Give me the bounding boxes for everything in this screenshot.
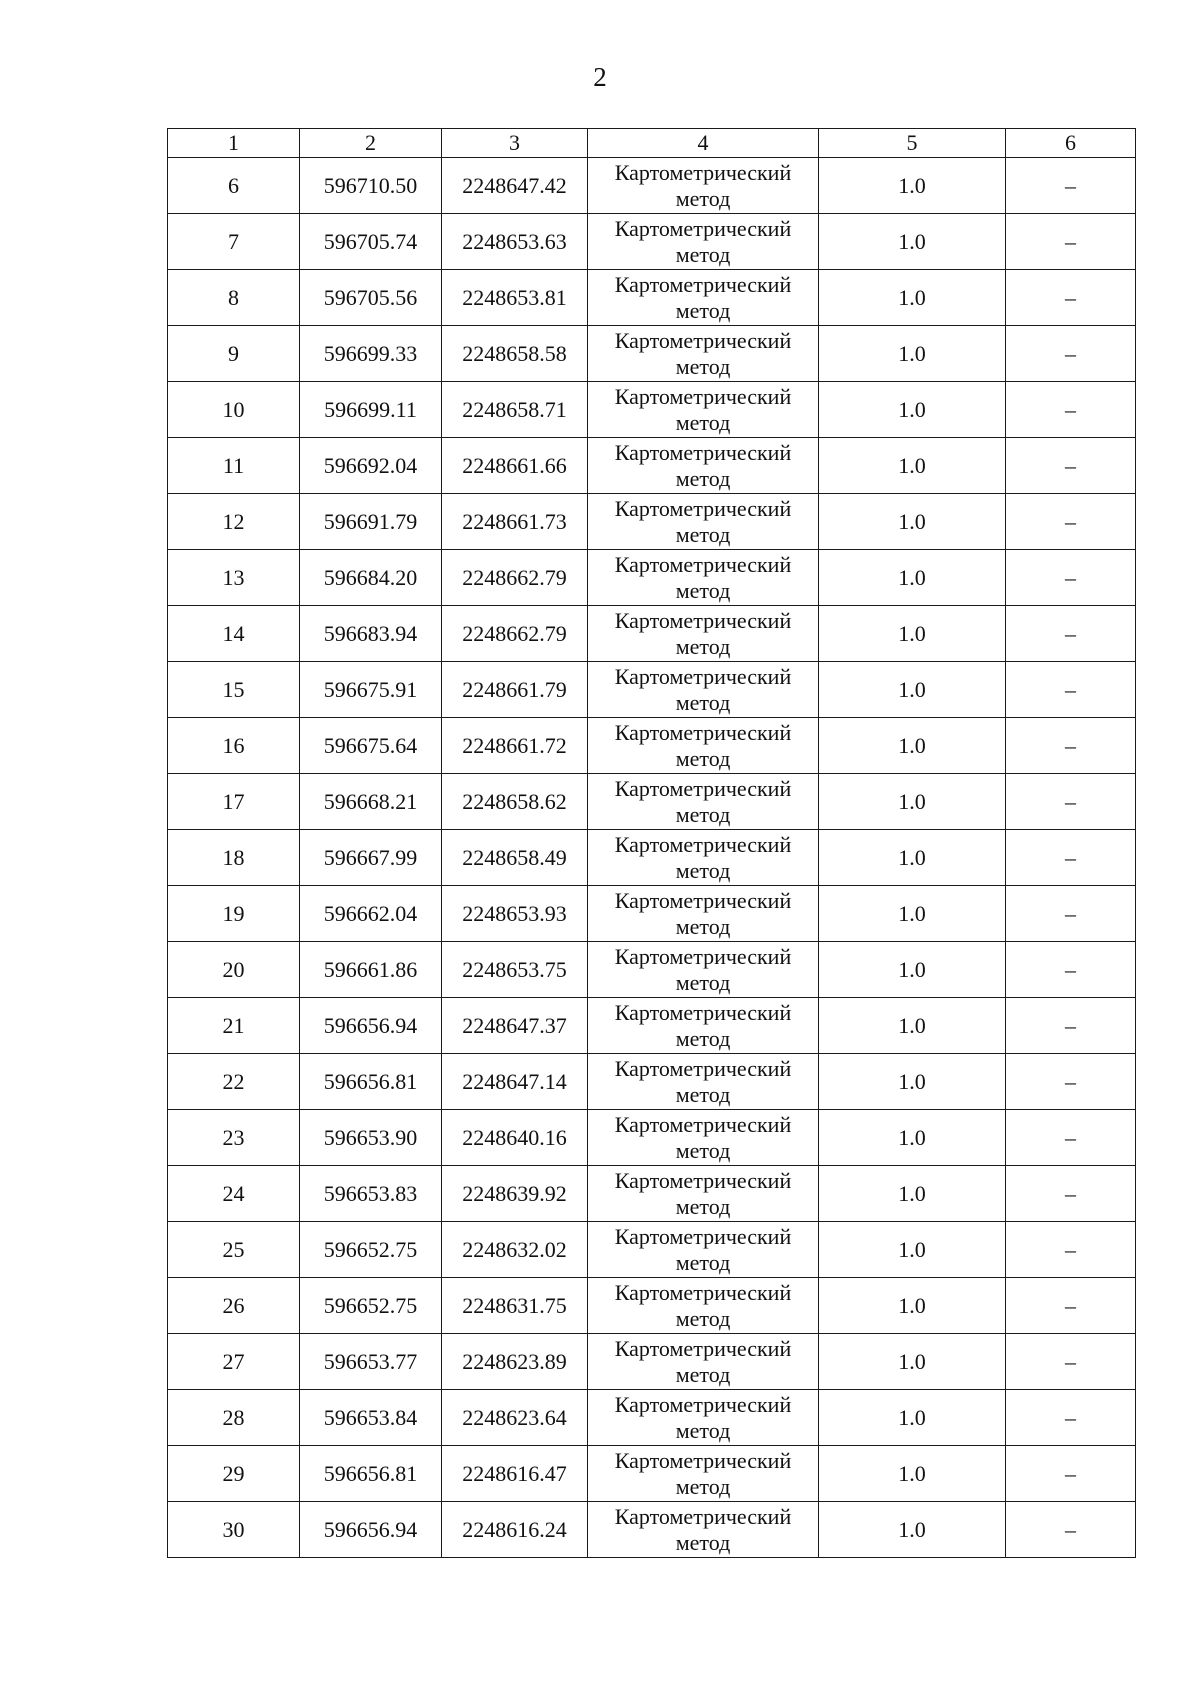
method-cell — [588, 998, 819, 1054]
y-coordinate-cell: 2248658.62 — [442, 774, 588, 830]
accuracy-cell: 1.0 — [819, 998, 1006, 1054]
accuracy-cell: 1.0 — [819, 270, 1006, 326]
accuracy-cell: 1.0 — [819, 1390, 1006, 1446]
x-coordinate-cell: 596684.20 — [300, 550, 442, 606]
point-number-cell: 24 — [168, 1166, 300, 1222]
note-cell: – — [1006, 886, 1136, 942]
accuracy-cell: 1.0 — [819, 1278, 1006, 1334]
x-coordinate-cell: 596661.86 — [300, 942, 442, 998]
x-coordinate-cell: 596652.75 — [300, 1222, 442, 1278]
y-coordinate-cell: 2248653.93 — [442, 886, 588, 942]
point-number-cell: 17 — [168, 774, 300, 830]
note-cell: – — [1006, 1110, 1136, 1166]
table-row — [168, 1446, 1136, 1502]
method-line-1: Картометрический — [614, 159, 792, 185]
x-coordinate-cell: 596705.56 — [300, 270, 442, 326]
y-coordinate-cell: 2248653.63 — [442, 214, 588, 270]
y-coordinate-cell: 2248658.71 — [442, 382, 588, 438]
method-cell — [588, 1502, 819, 1558]
method-cell — [588, 718, 819, 774]
x-coordinate-cell: 596675.91 — [300, 662, 442, 718]
method-cell — [588, 942, 819, 998]
y-coordinate-cell: 2248662.79 — [442, 606, 588, 662]
y-coordinate-cell: 2248616.47 — [442, 1446, 588, 1502]
note-cell: – — [1006, 214, 1136, 270]
method-cell — [588, 606, 819, 662]
y-coordinate-cell: 2248661.72 — [442, 718, 588, 774]
point-number-cell: 8 — [168, 270, 300, 326]
table-row — [168, 830, 1136, 886]
column-header: 4 — [588, 129, 819, 158]
method-line-1: Картометрический — [614, 215, 792, 241]
table-header-row — [168, 129, 1136, 158]
table-row — [168, 158, 1136, 214]
table-row — [168, 1278, 1136, 1334]
x-coordinate-cell: 596692.04 — [300, 438, 442, 494]
note-cell: – — [1006, 830, 1136, 886]
method-line-1: Картометрический — [614, 943, 792, 969]
table-row — [168, 774, 1136, 830]
point-number-cell: 7 — [168, 214, 300, 270]
method-line-2: метод — [675, 353, 731, 379]
table-row — [168, 1502, 1136, 1558]
point-number-cell: 14 — [168, 606, 300, 662]
x-coordinate-cell: 596656.94 — [300, 1502, 442, 1558]
point-number-cell: 13 — [168, 550, 300, 606]
table-row — [168, 494, 1136, 550]
method-line-2: метод — [675, 857, 731, 883]
method-line-1: Картометрический — [614, 1111, 792, 1137]
accuracy-cell: 1.0 — [819, 382, 1006, 438]
method-line-1: Картометрический — [614, 831, 792, 857]
method-cell — [588, 1390, 819, 1446]
column-header: 5 — [819, 129, 1006, 158]
method-line-2: метод — [675, 1137, 731, 1163]
accuracy-cell: 1.0 — [819, 1222, 1006, 1278]
method-cell — [588, 1278, 819, 1334]
method-line-2: метод — [675, 577, 731, 603]
method-line-1: Картометрический — [614, 1167, 792, 1193]
accuracy-cell: 1.0 — [819, 1054, 1006, 1110]
table-row — [168, 942, 1136, 998]
table-row — [168, 214, 1136, 270]
x-coordinate-cell: 596652.75 — [300, 1278, 442, 1334]
x-coordinate-cell: 596656.94 — [300, 998, 442, 1054]
accuracy-cell: 1.0 — [819, 830, 1006, 886]
method-line-2: метод — [675, 241, 731, 267]
method-line-2: метод — [675, 1361, 731, 1387]
point-number-cell: 16 — [168, 718, 300, 774]
accuracy-cell: 1.0 — [819, 1502, 1006, 1558]
table-row — [168, 326, 1136, 382]
accuracy-cell: 1.0 — [819, 158, 1006, 214]
table-row — [168, 1054, 1136, 1110]
method-line-1: Картометрический — [614, 439, 792, 465]
method-cell — [588, 494, 819, 550]
point-number-cell: 15 — [168, 662, 300, 718]
method-line-2: метод — [675, 1249, 731, 1275]
x-coordinate-cell: 596691.79 — [300, 494, 442, 550]
coordinates-table — [167, 128, 1136, 1558]
method-line-2: метод — [675, 185, 731, 211]
y-coordinate-cell: 2248661.73 — [442, 494, 588, 550]
method-cell — [588, 1054, 819, 1110]
method-line-2: метод — [675, 1529, 731, 1555]
note-cell: – — [1006, 774, 1136, 830]
note-cell: – — [1006, 606, 1136, 662]
table-row — [168, 1390, 1136, 1446]
table-row — [168, 662, 1136, 718]
y-coordinate-cell: 2248653.81 — [442, 270, 588, 326]
point-number-cell: 22 — [168, 1054, 300, 1110]
method-line-2: метод — [675, 913, 731, 939]
method-cell — [588, 662, 819, 718]
table-row — [168, 382, 1136, 438]
note-cell: – — [1006, 1446, 1136, 1502]
method-cell — [588, 158, 819, 214]
note-cell: – — [1006, 438, 1136, 494]
point-number-cell: 27 — [168, 1334, 300, 1390]
y-coordinate-cell: 2248631.75 — [442, 1278, 588, 1334]
point-number-cell: 11 — [168, 438, 300, 494]
note-cell: – — [1006, 942, 1136, 998]
method-line-2: метод — [675, 801, 731, 827]
note-cell: – — [1006, 662, 1136, 718]
method-line-1: Картометрический — [614, 1391, 792, 1417]
point-number-cell: 26 — [168, 1278, 300, 1334]
note-cell: – — [1006, 270, 1136, 326]
x-coordinate-cell: 596699.11 — [300, 382, 442, 438]
accuracy-cell: 1.0 — [819, 606, 1006, 662]
x-coordinate-cell: 596675.64 — [300, 718, 442, 774]
accuracy-cell: 1.0 — [819, 326, 1006, 382]
point-number-cell: 19 — [168, 886, 300, 942]
method-cell — [588, 270, 819, 326]
method-line-1: Картометрический — [614, 1055, 792, 1081]
note-cell: – — [1006, 494, 1136, 550]
x-coordinate-cell: 596705.74 — [300, 214, 442, 270]
note-cell: – — [1006, 1166, 1136, 1222]
method-cell — [588, 774, 819, 830]
method-line-2: метод — [675, 1193, 731, 1219]
method-line-1: Картометрический — [614, 495, 792, 521]
method-line-1: Картометрический — [614, 383, 792, 409]
method-line-1: Картометрический — [614, 1279, 792, 1305]
method-line-1: Картометрический — [614, 999, 792, 1025]
accuracy-cell: 1.0 — [819, 1166, 1006, 1222]
table-row — [168, 606, 1136, 662]
y-coordinate-cell: 2248662.79 — [442, 550, 588, 606]
point-number-cell: 30 — [168, 1502, 300, 1558]
x-coordinate-cell: 596662.04 — [300, 886, 442, 942]
method-line-2: метод — [675, 1081, 731, 1107]
note-cell: – — [1006, 1390, 1136, 1446]
note-cell: – — [1006, 718, 1136, 774]
accuracy-cell: 1.0 — [819, 1110, 1006, 1166]
accuracy-cell: 1.0 — [819, 494, 1006, 550]
note-cell: – — [1006, 998, 1136, 1054]
method-cell — [588, 438, 819, 494]
method-line-1: Картометрический — [614, 887, 792, 913]
x-coordinate-cell: 596653.84 — [300, 1390, 442, 1446]
y-coordinate-cell: 2248658.58 — [442, 326, 588, 382]
method-line-1: Картометрический — [614, 1503, 792, 1529]
table-row — [168, 998, 1136, 1054]
coordinates-table-container — [167, 128, 1136, 1558]
accuracy-cell: 1.0 — [819, 718, 1006, 774]
point-number-cell: 10 — [168, 382, 300, 438]
method-line-2: метод — [675, 689, 731, 715]
accuracy-cell: 1.0 — [819, 1334, 1006, 1390]
table-row — [168, 886, 1136, 942]
method-cell — [588, 550, 819, 606]
method-line-2: метод — [675, 1417, 731, 1443]
note-cell: – — [1006, 1502, 1136, 1558]
method-cell — [588, 1166, 819, 1222]
y-coordinate-cell: 2248661.66 — [442, 438, 588, 494]
method-line-1: Картометрический — [614, 607, 792, 633]
point-number-cell: 29 — [168, 1446, 300, 1502]
method-line-2: метод — [675, 969, 731, 995]
method-cell — [588, 1110, 819, 1166]
accuracy-cell: 1.0 — [819, 550, 1006, 606]
accuracy-cell: 1.0 — [819, 1446, 1006, 1502]
y-coordinate-cell: 2248647.37 — [442, 998, 588, 1054]
y-coordinate-cell: 2248623.89 — [442, 1334, 588, 1390]
method-line-1: Картометрический — [614, 327, 792, 353]
x-coordinate-cell: 596656.81 — [300, 1054, 442, 1110]
table-row — [168, 270, 1136, 326]
column-header: 6 — [1006, 129, 1136, 158]
x-coordinate-cell: 596653.90 — [300, 1110, 442, 1166]
table-row — [168, 1110, 1136, 1166]
note-cell: – — [1006, 550, 1136, 606]
y-coordinate-cell: 2248640.16 — [442, 1110, 588, 1166]
method-line-1: Картометрический — [614, 1223, 792, 1249]
note-cell: – — [1006, 382, 1136, 438]
accuracy-cell: 1.0 — [819, 438, 1006, 494]
table-row — [168, 1222, 1136, 1278]
point-number-cell: 18 — [168, 830, 300, 886]
y-coordinate-cell: 2248653.75 — [442, 942, 588, 998]
table-row — [168, 550, 1136, 606]
accuracy-cell: 1.0 — [819, 886, 1006, 942]
method-line-1: Картометрический — [614, 551, 792, 577]
table-row — [168, 438, 1136, 494]
accuracy-cell: 1.0 — [819, 774, 1006, 830]
y-coordinate-cell: 2248661.79 — [442, 662, 588, 718]
point-number-cell: 12 — [168, 494, 300, 550]
method-line-2: метод — [675, 465, 731, 491]
note-cell: – — [1006, 1278, 1136, 1334]
method-cell — [588, 830, 819, 886]
method-cell — [588, 214, 819, 270]
note-cell: – — [1006, 158, 1136, 214]
x-coordinate-cell: 596667.99 — [300, 830, 442, 886]
y-coordinate-cell: 2248639.92 — [442, 1166, 588, 1222]
method-line-2: метод — [675, 633, 731, 659]
point-number-cell: 23 — [168, 1110, 300, 1166]
point-number-cell: 6 — [168, 158, 300, 214]
method-line-2: метод — [675, 297, 731, 323]
note-cell: – — [1006, 326, 1136, 382]
page-number: 2 — [593, 62, 607, 92]
method-line-2: метод — [675, 409, 731, 435]
y-coordinate-cell: 2248658.49 — [442, 830, 588, 886]
accuracy-cell: 1.0 — [819, 942, 1006, 998]
accuracy-cell: 1.0 — [819, 214, 1006, 270]
column-header: 1 — [168, 129, 300, 158]
method-cell — [588, 1334, 819, 1390]
method-cell — [588, 886, 819, 942]
y-coordinate-cell: 2248632.02 — [442, 1222, 588, 1278]
column-header: 2 — [300, 129, 442, 158]
point-number-cell: 9 — [168, 326, 300, 382]
method-cell — [588, 1446, 819, 1502]
method-line-1: Картометрический — [614, 271, 792, 297]
y-coordinate-cell: 2248616.24 — [442, 1502, 588, 1558]
y-coordinate-cell: 2248647.42 — [442, 158, 588, 214]
x-coordinate-cell: 596699.33 — [300, 326, 442, 382]
method-line-2: метод — [675, 745, 731, 771]
method-line-2: метод — [675, 1473, 731, 1499]
method-line-2: метод — [675, 1305, 731, 1331]
method-line-1: Картометрический — [614, 719, 792, 745]
note-cell: – — [1006, 1334, 1136, 1390]
method-line-2: метод — [675, 521, 731, 547]
note-cell: – — [1006, 1222, 1136, 1278]
method-cell — [588, 326, 819, 382]
method-line-1: Картометрический — [614, 663, 792, 689]
accuracy-cell: 1.0 — [819, 662, 1006, 718]
point-number-cell: 28 — [168, 1390, 300, 1446]
x-coordinate-cell: 596656.81 — [300, 1446, 442, 1502]
table-row — [168, 718, 1136, 774]
x-coordinate-cell: 596683.94 — [300, 606, 442, 662]
method-line-1: Картометрический — [614, 775, 792, 801]
point-number-cell: 21 — [168, 998, 300, 1054]
method-cell — [588, 382, 819, 438]
x-coordinate-cell: 596653.83 — [300, 1166, 442, 1222]
table-row — [168, 1334, 1136, 1390]
method-line-1: Картометрический — [614, 1335, 792, 1361]
y-coordinate-cell: 2248647.14 — [442, 1054, 588, 1110]
x-coordinate-cell: 596710.50 — [300, 158, 442, 214]
note-cell: – — [1006, 1054, 1136, 1110]
point-number-cell: 25 — [168, 1222, 300, 1278]
point-number-cell: 20 — [168, 942, 300, 998]
method-line-2: метод — [675, 1025, 731, 1051]
x-coordinate-cell: 596653.77 — [300, 1334, 442, 1390]
x-coordinate-cell: 596668.21 — [300, 774, 442, 830]
method-cell — [588, 1222, 819, 1278]
table-row — [168, 1166, 1136, 1222]
y-coordinate-cell: 2248623.64 — [442, 1390, 588, 1446]
column-header: 3 — [442, 129, 588, 158]
method-line-1: Картометрический — [614, 1447, 792, 1473]
